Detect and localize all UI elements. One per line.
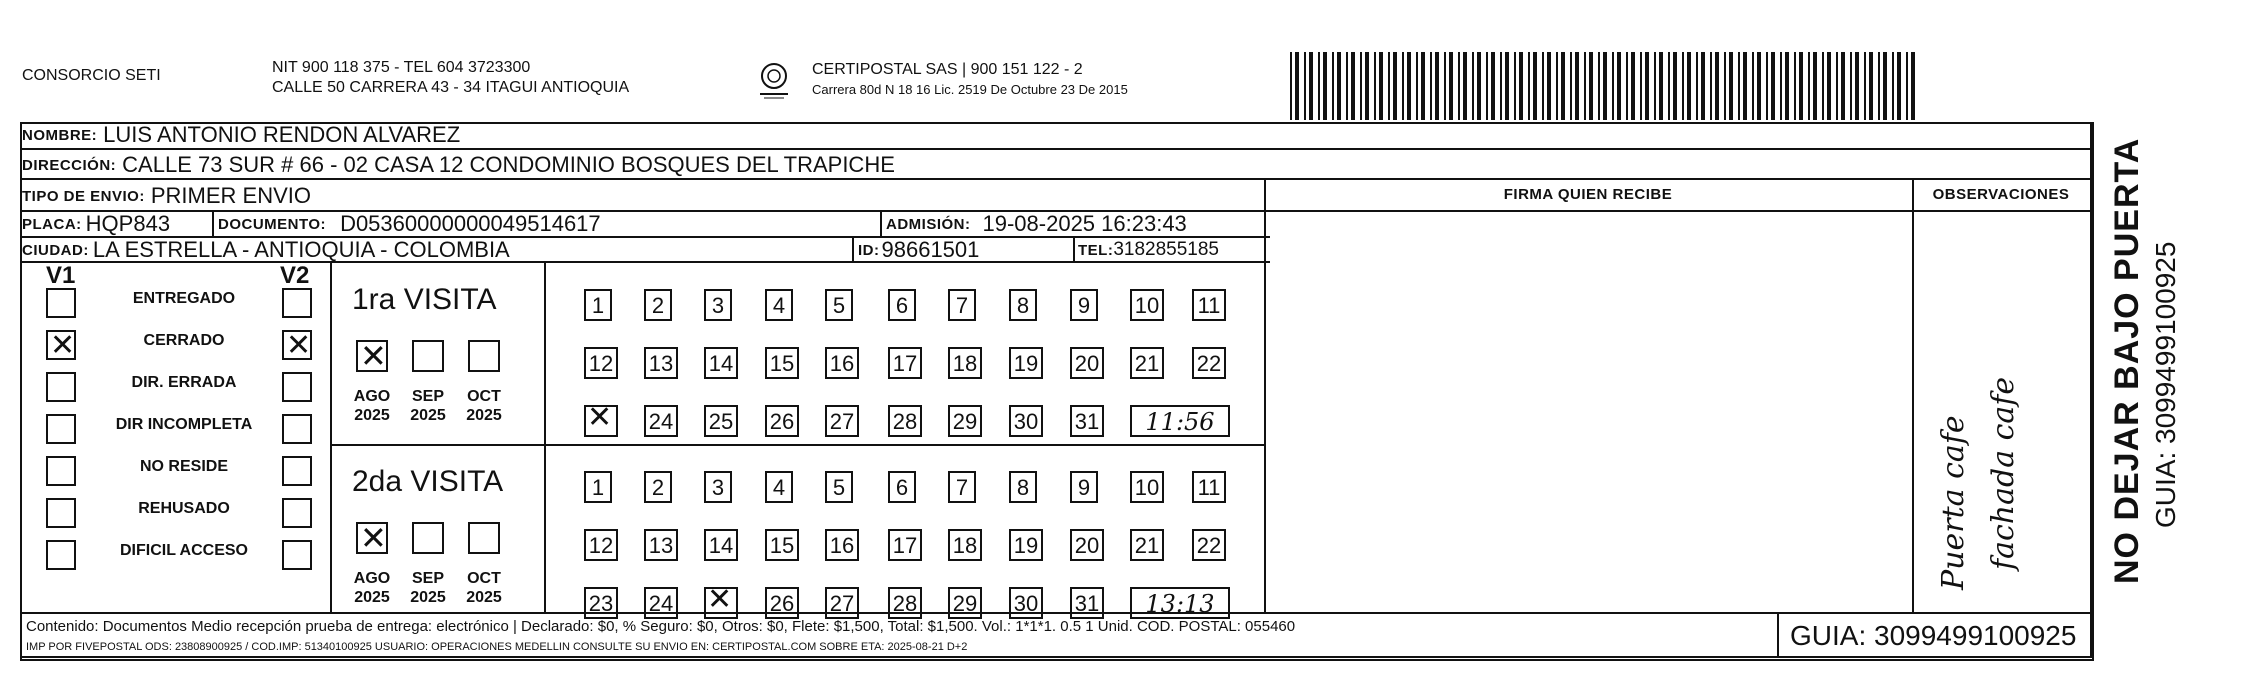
day-box-18[interactable]: 18 xyxy=(948,347,982,379)
admision-label: ADMISIÓN: xyxy=(886,215,971,233)
day-box-3[interactable]: 3 xyxy=(704,471,732,503)
direccion-label: DIRECCIÓN: xyxy=(22,156,117,174)
day-box-26[interactable]: 26 xyxy=(765,405,799,437)
footer-print-line: IMP POR FIVEPOSTAL ODS: 23808900925 / COD.IMP: 51340100925 USUARIO: OPERACIONES MEDELLIN CONSULTE SU ENVIO EN: CERTIPOSTAL.COM SOBRE ETA: 2025-08-21 D+2 xyxy=(26,641,968,653)
month-checkbox[interactable] xyxy=(468,522,500,554)
month-year: 2025 xyxy=(466,589,502,606)
barcode xyxy=(1290,52,1920,120)
v2-checkbox[interactable] xyxy=(282,330,312,360)
day-box-2[interactable]: 2 xyxy=(644,289,672,321)
status-label: DIR INCOMPLETA xyxy=(115,416,253,433)
day-box-26[interactable]: 26 xyxy=(765,587,799,619)
day-box-19[interactable]: 19 xyxy=(1009,529,1043,561)
day-box-23[interactable]: 23 xyxy=(584,587,618,619)
visit-time: 11:56 xyxy=(1130,405,1230,437)
status-label: DIR. ERRADA xyxy=(131,374,237,391)
day-box-31[interactable]: 31 xyxy=(1070,587,1104,619)
certipostal-line: CERTIPOSTAL SAS | 900 151 122 - 2 xyxy=(812,61,1083,78)
day-box-8[interactable]: 8 xyxy=(1009,289,1037,321)
day-box-24[interactable]: 24 xyxy=(644,405,678,437)
v1-label: V1 xyxy=(46,262,76,289)
day-box-7[interactable]: 7 xyxy=(948,471,976,503)
ciudad-label: CIUDAD: xyxy=(22,241,89,259)
day-box-17[interactable]: 17 xyxy=(888,347,922,379)
day-box-24[interactable]: 24 xyxy=(644,587,678,619)
status-label: ENTREGADO xyxy=(132,290,236,307)
day-box-16[interactable]: 16 xyxy=(825,347,859,379)
month-label xyxy=(398,569,458,607)
month-checkbox[interactable] xyxy=(412,340,444,372)
id-value: 98661501 xyxy=(881,237,980,262)
license-line: Carrera 80d N 18 16 Lic. 2519 De Octubre 23 De 2015 xyxy=(812,82,1128,97)
placa-value: HQP843 xyxy=(85,211,171,236)
day-box-28[interactable]: 28 xyxy=(888,587,922,619)
month-year: 2025 xyxy=(354,407,390,424)
day-box-6[interactable]: 6 xyxy=(888,471,916,503)
tel-value: 3182855185 xyxy=(1113,239,1219,260)
status-label: CERRADO xyxy=(143,332,225,349)
month-year: 2025 xyxy=(354,589,390,606)
day-box-11[interactable]: 11 xyxy=(1192,471,1226,503)
v2-checkbox[interactable] xyxy=(282,540,312,570)
tipo-value: PRIMER ENVIO xyxy=(150,183,311,208)
v1-checkbox[interactable] xyxy=(46,330,76,360)
v2-checkbox[interactable] xyxy=(282,498,312,528)
placa-label: PLACA: xyxy=(22,215,82,233)
day-box-27[interactable]: 27 xyxy=(825,405,859,437)
footer-content-line: Contenido: Documentos Medio recepción prueba de entrega: electrónico | Declarado: $0, % Seguro: $0, Otros: $0, Flete: $1,500, Total: $1,500. Vol.: 1*1*1. 0.5 1 Unid. COD. POSTAL: 055460 xyxy=(26,618,1296,635)
day-box-4[interactable]: 4 xyxy=(765,471,793,503)
day-box-11[interactable]: 11 xyxy=(1192,289,1226,321)
day-box-14[interactable]: 14 xyxy=(704,347,738,379)
day-box-3[interactable]: 3 xyxy=(704,289,732,321)
documento-label: DOCUMENTO: xyxy=(218,215,327,233)
month-label xyxy=(454,569,514,607)
day-box-15[interactable]: 15 xyxy=(765,529,799,561)
day-box-27[interactable]: 27 xyxy=(825,587,859,619)
day-box-9[interactable]: 9 xyxy=(1070,289,1098,321)
v1-checkbox[interactable] xyxy=(46,456,76,486)
day-box-25[interactable]: 25 xyxy=(704,405,738,437)
v1-checkbox[interactable] xyxy=(46,288,76,318)
nombre-value: LUIS ANTONIO RENDON ALVAREZ xyxy=(103,122,461,147)
month-checkbox[interactable] xyxy=(412,522,444,554)
documento-value: D05360000000049514617 xyxy=(340,211,601,236)
observaciones-label: OBSERVACIONES xyxy=(1932,186,2070,203)
month-name: OCT xyxy=(467,570,501,587)
v2-checkbox[interactable] xyxy=(282,372,312,402)
visit-time: 13:13 xyxy=(1130,587,1230,619)
month-checkbox[interactable] xyxy=(356,340,388,372)
day-box-20[interactable]: 20 xyxy=(1070,529,1104,561)
v2-checkbox[interactable] xyxy=(282,456,312,486)
id-label: ID: xyxy=(858,241,880,259)
day-box-17[interactable]: 17 xyxy=(888,529,922,561)
day-box-18[interactable]: 18 xyxy=(948,529,982,561)
day-box-19[interactable]: 19 xyxy=(1009,347,1043,379)
tipo-label: TIPO DE ENVIO: xyxy=(22,187,145,205)
day-box-13[interactable]: 13 xyxy=(644,529,678,561)
day-box-12[interactable]: 12 xyxy=(584,347,618,379)
nombre-label: NOMBRE: xyxy=(22,126,98,144)
status-label: NO RESIDE xyxy=(139,458,228,475)
direccion-value: CALLE 73 SUR # 66 - 02 CASA 12 CONDOMINIO BOSQUES DEL TRAPICHE xyxy=(122,152,895,177)
v2-label: V2 xyxy=(280,262,310,289)
v2-checkbox[interactable] xyxy=(282,288,312,318)
day-box-29[interactable]: 29 xyxy=(948,587,982,619)
day-box-10[interactable]: 10 xyxy=(1130,289,1164,321)
day-box-16[interactable]: 16 xyxy=(825,529,859,561)
v1-checkbox[interactable] xyxy=(46,498,76,528)
visit-title: 1ra VISITA xyxy=(352,283,497,316)
day-box-22[interactable]: 22 xyxy=(1192,529,1226,561)
month-name: SEP xyxy=(411,388,444,405)
ciudad-value: LA ESTRELLA - ANTIOQUIA - COLOMBIA xyxy=(92,237,510,262)
day-box-21[interactable]: 21 xyxy=(1130,529,1164,561)
side-guia: GUIA: 3099499100925 xyxy=(2150,241,2181,528)
day-box-8[interactable]: 8 xyxy=(1009,471,1037,503)
day-box-25[interactable] xyxy=(704,587,738,619)
status-label: DIFICIL ACCESO xyxy=(119,542,248,559)
month-name: AGO xyxy=(353,570,391,587)
tel-label: TEL: xyxy=(1078,241,1114,259)
month-label xyxy=(342,387,402,425)
day-box-4[interactable]: 4 xyxy=(765,289,793,321)
day-box-15[interactable]: 15 xyxy=(765,347,799,379)
admision-value: 19-08-2025 16:23:43 xyxy=(982,211,1187,236)
day-box-1[interactable]: 1 xyxy=(584,289,612,321)
day-box-21[interactable]: 21 xyxy=(1130,347,1164,379)
day-box-2[interactable]: 2 xyxy=(644,471,672,503)
day-box-5[interactable]: 5 xyxy=(825,289,853,321)
visit-title: 2da VISITA xyxy=(352,465,504,498)
day-box-23[interactable] xyxy=(584,405,618,437)
v1-checkbox[interactable] xyxy=(46,540,76,570)
status-label: REHUSADO xyxy=(138,500,230,517)
day-box-30[interactable]: 30 xyxy=(1009,405,1043,437)
month-name: SEP xyxy=(411,570,444,587)
certipostal-seal-icon xyxy=(752,58,796,102)
day-box-31[interactable]: 31 xyxy=(1070,405,1104,437)
v1-checkbox[interactable] xyxy=(46,372,76,402)
footer-guia: GUIA: 3099499100925 xyxy=(1790,620,2077,651)
firma-label: FIRMA QUIEN RECIBE xyxy=(1503,186,1673,203)
observacion-line-2: fachada cafe xyxy=(1986,376,2021,570)
day-box-1[interactable]: 1 xyxy=(584,471,612,503)
day-box-29[interactable]: 29 xyxy=(948,405,982,437)
day-box-13[interactable]: 13 xyxy=(644,347,678,379)
day-box-22[interactable]: 22 xyxy=(1192,347,1226,379)
day-box-20[interactable]: 20 xyxy=(1070,347,1104,379)
month-label xyxy=(342,569,402,607)
day-box-12[interactable]: 12 xyxy=(584,529,618,561)
month-year: 2025 xyxy=(410,589,446,606)
month-label xyxy=(398,387,458,425)
day-box-10[interactable]: 10 xyxy=(1130,471,1164,503)
day-box-6[interactable]: 6 xyxy=(888,289,916,321)
month-year: 2025 xyxy=(410,407,446,424)
observaciones-handwriting xyxy=(1926,330,2076,610)
day-box-5[interactable]: 5 xyxy=(825,471,853,503)
nit-line: NIT 900 118 375 - TEL 604 3723300 xyxy=(272,59,531,76)
address-line: CALLE 50 CARRERA 43 - 34 ITAGUI ANTIOQUIA xyxy=(272,79,630,96)
v2-checkbox[interactable] xyxy=(282,414,312,444)
month-name: OCT xyxy=(467,388,501,405)
day-box-9[interactable]: 9 xyxy=(1070,471,1098,503)
day-box-7[interactable]: 7 xyxy=(948,289,976,321)
observacion-line-1: Puerta cafe xyxy=(1936,415,1971,590)
month-year: 2025 xyxy=(466,407,502,424)
day-box-14[interactable]: 14 xyxy=(704,529,738,561)
month-checkbox[interactable] xyxy=(468,340,500,372)
day-box-28[interactable]: 28 xyxy=(888,405,922,437)
day-box-30[interactable]: 30 xyxy=(1009,587,1043,619)
v1-checkbox[interactable] xyxy=(46,414,76,444)
company-name: CONSORCIO SETI xyxy=(22,67,161,84)
month-name: AGO xyxy=(353,388,391,405)
month-checkbox[interactable] xyxy=(356,522,388,554)
month-label xyxy=(454,387,514,425)
no-dejar-warning: NO DEJAR BAJO PUERTA xyxy=(2108,137,2146,584)
